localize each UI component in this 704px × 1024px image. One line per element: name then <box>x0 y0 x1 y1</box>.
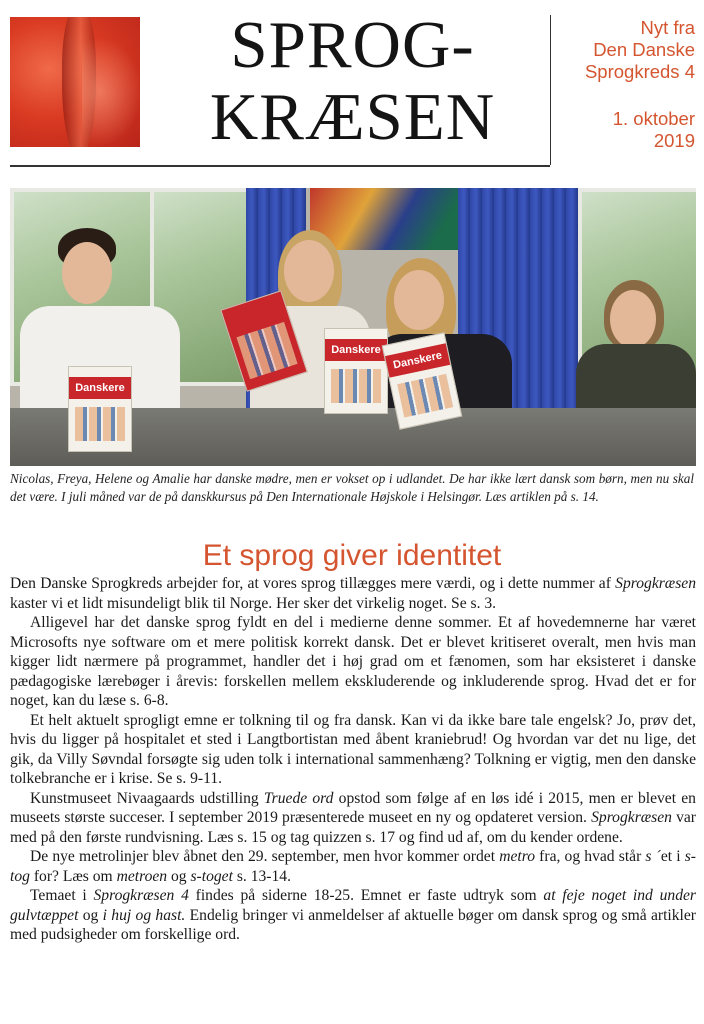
text-segment: og <box>167 867 191 885</box>
italic-text-segment: Sprogkræsen 4 <box>93 887 189 904</box>
photo-book <box>324 328 388 414</box>
text-segment: fra, og hvad står <box>535 848 646 865</box>
book-label: Danskere <box>325 339 387 361</box>
article-paragraph <box>10 574 696 613</box>
magazine-title-line-1: SPROG- <box>230 8 475 82</box>
masthead-artwork <box>10 17 140 147</box>
italic-text-segment: metro <box>499 848 536 865</box>
article-headline: Et sprog giver identitet <box>202 539 502 572</box>
italic-text-segment: s-toget <box>190 867 233 885</box>
text-segment: for? Læs om <box>29 867 117 885</box>
text-segment: Endelig bringer vi anmeldelser af aktuelle bøger om dansk sprog og små artikler med pudsigheder om forskellige ord. <box>10 906 696 943</box>
italic-text-segment: Truede ord <box>263 789 334 807</box>
text-segment: kaster vi et lidt misundeligt blik til Norge. Her sker det virkelig noget. Se s. 3. <box>10 594 497 612</box>
issue-info <box>545 17 695 83</box>
issue-info-line: Nyt fra <box>640 17 695 38</box>
book-label: Danskere <box>385 343 450 377</box>
text-segment: var med på den første rundvisning. Læs s. 15 og tag quizzen s. 17 og find ud af, om du kender ordene. <box>10 809 696 846</box>
italic-text-segment: s-tog <box>10 848 696 885</box>
book-label: Danskere <box>69 377 131 399</box>
text-segment: og <box>78 906 103 924</box>
issue-info-line: Den Danske <box>593 39 695 60</box>
article-paragraph <box>10 789 696 848</box>
article-body <box>10 574 696 945</box>
photo-caption: Nicolas, Freya, Helene og Amalie har danske mødre, men er vokset op i udlandet. De har ikke lært dansk som børn, men nu skal det være. I juli måned var de på danskkursus på Den Internationale Højskole i Helsingør. Læs artiklen på s. 14. <box>10 471 694 504</box>
italic-text-segment: metroen <box>116 867 168 885</box>
text-segment: Alligevel har det danske sprog fyldt en del i medierne denne sommer. Et af hovedemnerne har været Microsofts nye software om et mere politisk korrekt dansk. Det er blevet kritiseret overalt, men hvis man kigger lidt nærmere på programmet, handler det i høj grad om et fænomen, som har eksisteret i danske pædagogiske lærebøger i årevis: forskellen mellem ekskluderende og inkluderende sprog. Hvad det er for noget, kan du læse s. 6-8. <box>10 614 696 709</box>
article-paragraph <box>10 886 696 945</box>
cover-photo <box>10 188 696 466</box>
issue-date <box>545 108 695 152</box>
issue-info-line: Sprogkreds 4 <box>584 61 695 82</box>
magazine-title-line-2: KRÆSEN <box>209 80 496 154</box>
italic-text-segment: at feje noget ind under gulvtæppet <box>10 887 696 924</box>
article-paragraph <box>10 711 696 789</box>
text-segment: De nye metrolinjer blev åbnet den 29. september, men hvor kommer ordet <box>30 848 500 865</box>
italic-text-segment: s ´ <box>645 848 661 865</box>
issue-date-line: 1. oktober <box>612 108 695 129</box>
text-segment: findes på siderne 18-25. Emnet er faste udtryk som <box>188 887 544 904</box>
text-segment: Den Danske Sprogkreds arbejder for, at vores sprog tillægges mere værdi, og i dette nummer af <box>10 575 616 592</box>
photo-book <box>68 366 132 452</box>
article-paragraph <box>10 847 696 886</box>
text-segment: opstod som følge af en løs idé i 2015, men er blevet en museets største succeser. I september 2019 præsenterede museet en ny og opdateret version. <box>10 789 696 826</box>
italic-text-segment: Sprogkræsen <box>615 575 696 592</box>
text-segment: et i <box>660 848 685 865</box>
text-segment: Kunstmuseet Nivaagaards udstilling <box>30 789 264 807</box>
article-paragraph <box>10 613 696 711</box>
italic-text-segment: i huj og hast. <box>102 906 186 924</box>
italic-text-segment: Sprogkræsen <box>591 809 672 826</box>
photo-painting <box>310 188 458 250</box>
text-segment: Temaet i <box>30 887 94 904</box>
masthead <box>0 0 704 170</box>
text-segment: s. 13-14. <box>232 867 291 885</box>
issue-date-line: 2019 <box>653 130 695 151</box>
masthead-divider-horizontal <box>10 165 550 167</box>
text-segment: Et helt aktuelt sprogligt emne er tolkning til og fra dansk. Kan vi da ikke bare tale engelsk? Jo, prøv det, hvis du ligger på hospitalet et sted i Langtbortistan med åbent kraniebrud! Og hvordan var det nu lige, det gik, da Villy Søvndal forsøgte sig uden tolk i international sammenhæng? Tolkning er vigtig, men den danske tolkebranche er i krise. Se s. 9-11. <box>10 711 696 787</box>
